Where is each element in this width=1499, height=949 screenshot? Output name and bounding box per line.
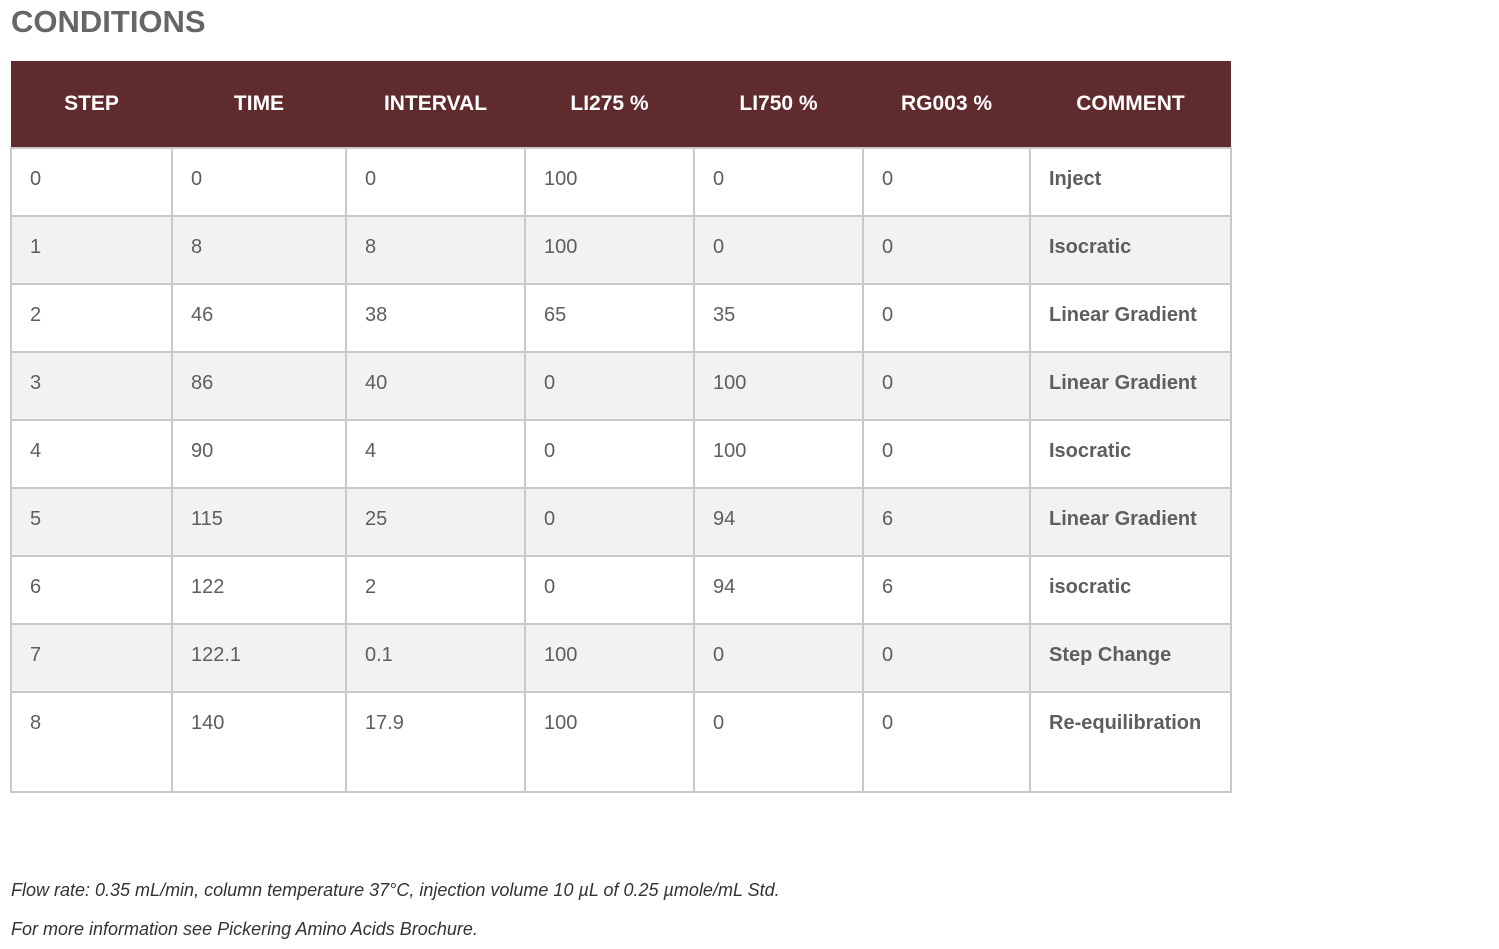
cell-li275: 0 [525,352,694,420]
cell-time: 115 [172,488,346,556]
cell-li750: 0 [694,216,863,284]
cell-li275: 65 [525,284,694,352]
cell-rg003: 0 [863,148,1030,216]
cell-li750: 94 [694,556,863,624]
cell-interval: 0.1 [346,624,525,692]
cell-rg003: 0 [863,624,1030,692]
cell-step: 3 [11,352,172,420]
cell-comment: Isocratic [1030,216,1231,284]
table-row [11,420,1231,488]
cell-interval: 4 [346,420,525,488]
cell-step: 2 [11,284,172,352]
cell-li275: 0 [525,488,694,556]
column-header-rg003: RG003 % [863,61,1030,148]
cell-rg003: 6 [863,556,1030,624]
cell-comment: Linear Gradient [1030,488,1231,556]
column-header-li750: LI750 % [694,61,863,148]
cell-li750: 100 [694,352,863,420]
cell-li275: 100 [525,148,694,216]
cell-comment: Linear Gradient [1030,352,1231,420]
cell-li750: 100 [694,420,863,488]
table-row [11,624,1231,692]
cell-step: 0 [11,148,172,216]
page-title: CONDITIONS [11,4,206,39]
cell-li275: 0 [525,556,694,624]
cell-rg003: 6 [863,488,1030,556]
cell-li275: 100 [525,216,694,284]
table-row [11,556,1231,624]
column-header-step: STEP [11,61,172,148]
cell-step: 1 [11,216,172,284]
table-header-row [11,61,1231,148]
cell-step: 5 [11,488,172,556]
cell-comment: Inject [1030,148,1231,216]
cell-li750: 35 [694,284,863,352]
cell-li275: 100 [525,692,694,792]
cell-time: 86 [172,352,346,420]
column-header-interval: INTERVAL [346,61,525,148]
cell-interval: 17.9 [346,692,525,792]
cell-step: 6 [11,556,172,624]
cell-li750: 0 [694,692,863,792]
cell-step: 8 [11,692,172,792]
table-row [11,216,1231,284]
cell-time: 8 [172,216,346,284]
cell-step: 4 [11,420,172,488]
cell-comment: Step Change [1030,624,1231,692]
cell-li750: 94 [694,488,863,556]
cell-time: 46 [172,284,346,352]
table-row [11,488,1231,556]
cell-step: 7 [11,624,172,692]
cell-rg003: 0 [863,284,1030,352]
cell-interval: 2 [346,556,525,624]
cell-rg003: 0 [863,216,1030,284]
cell-time: 122 [172,556,346,624]
flow-rate-note: Flow rate: 0.35 mL/min, column temperature 37°C, injection volume 10 µL of 0.25 µmole/mL Std. [11,880,780,900]
column-header-li275: LI275 % [525,61,694,148]
cell-time: 140 [172,692,346,792]
cell-interval: 40 [346,352,525,420]
cell-time: 122.1 [172,624,346,692]
cell-interval: 25 [346,488,525,556]
cell-comment: Isocratic [1030,420,1231,488]
cell-comment: isocratic [1030,556,1231,624]
cell-li275: 0 [525,420,694,488]
table-row [11,692,1231,792]
cell-interval: 0 [346,148,525,216]
cell-li750: 0 [694,624,863,692]
cell-interval: 8 [346,216,525,284]
column-header-time: TIME [172,61,346,148]
table-row [11,352,1231,420]
column-header-comment: COMMENT [1030,61,1231,148]
cell-rg003: 0 [863,692,1030,792]
cell-time: 0 [172,148,346,216]
cell-comment: Re-equilibration [1030,692,1231,792]
cell-li750: 0 [694,148,863,216]
cell-rg003: 0 [863,352,1030,420]
cell-comment: Linear Gradient [1030,284,1231,352]
cell-time: 90 [172,420,346,488]
cell-rg003: 0 [863,420,1030,488]
table-row [11,148,1231,216]
brochure-note: For more information see Pickering Amino Acids Brochure. [11,919,478,939]
cell-interval: 38 [346,284,525,352]
table-row [11,284,1231,352]
conditions-table [10,61,1232,793]
cell-li275: 100 [525,624,694,692]
